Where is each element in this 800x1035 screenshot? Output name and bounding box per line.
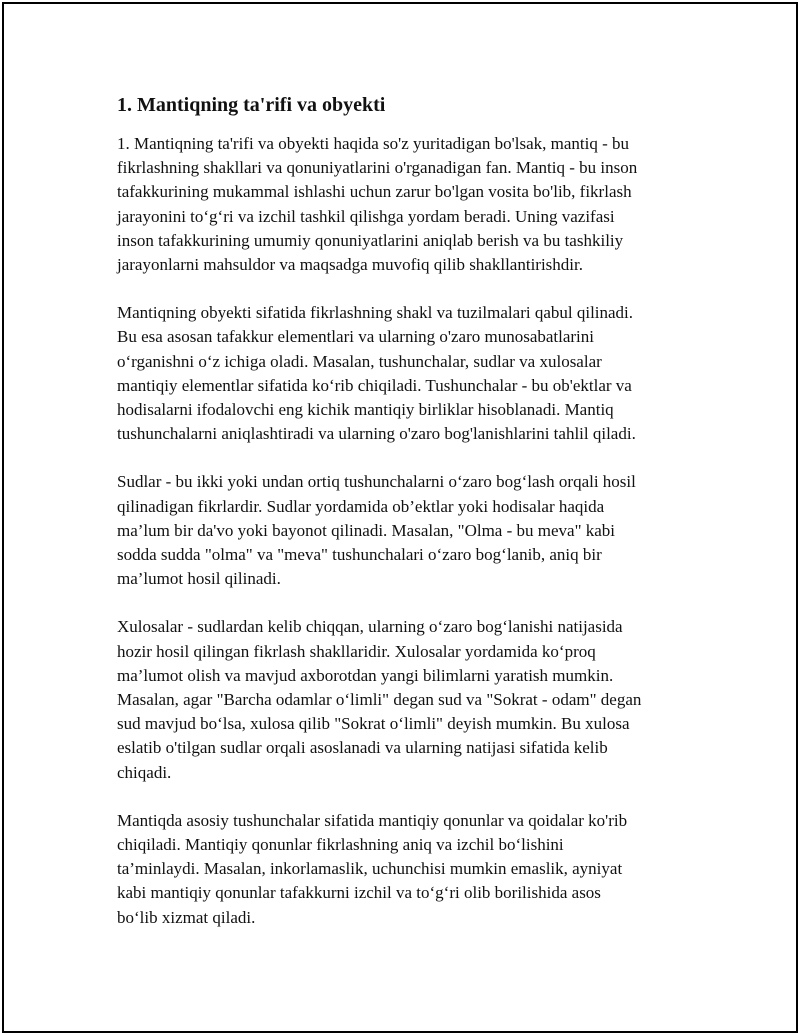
- document-title: 1. Mantiqning ta'rifi va obyekti: [117, 94, 386, 116]
- paragraph-conclusions: Xulosalar - sudlardan kelib chiqqan, ularning o‘zaro bog‘lanishi natijasida hozir hosil qilingan fikrlash shakllaridir. Xulosalar yordamida ko‘proq ma’lumot olish va mavjud axborotdan yangi bilimlarni yaratish mumkin. Masalan, agar "Barcha odamlar o‘limli" degan sud va "Sokrat - odam" degan sud mavjud bo‘lsa, xulosa qilib "Sokrat o‘limli" deyish mumkin. Bu xulosa eslatib o'tilgan sudlar orqali asoslanadi va ularning natijasi sifatida kelib chiqadi.: [117, 617, 642, 782]
- paragraph-object: Mantiqning obyekti sifatida fikrlashning shakl va tuzilmalari qabul qilinadi. Bu esa asosan tafakkur elementlari va ularning o'zaro munosabatlarini o‘rganishni o‘z ichiga oladi. Masalan, tushunchalar, sudlar va xulosalar mantiqiy elementlar sifatida ko‘rib chiqiladi. Tushunchalar - bu ob'ektlar va hodisalarni ifodalovchi eng kichik mantiqiy birliklar hisoblanadi. Mantiq tushunchalarni aniqlashtiradi va ularning o'zaro bog'lanishlarini tahlil qiladi.: [117, 303, 636, 444]
- paragraph-definition: 1. Mantiqning ta'rifi va obyekti haqida so'z yuritadigan bo'lsak, mantiq - bu fikrlashning shakllari va qonuniyatlarini o'rganadigan fan. Mantiq - bu inson tafakkurining mukammal ishlashi uchun zarur bo'lgan vosita bo'lib, fikrlash jarayonini to‘g‘ri va izchil tashkil qilishga yordam beradi. Uning vazifasi inson tafakkurining umumiy qonuniyatlarini aniqlab berish va bu tashkiliy jarayonlarni mahsuldor va maqsadga muvofiq qilib shakllantirishdir.: [117, 134, 638, 275]
- document-body: [117, 92, 697, 954]
- paragraph-laws: Mantiqda asosiy tushunchalar sifatida mantiqiy qonunlar va qoidalar ko'rib chiqiladi. Mantiqiy qonunlar fikrlashning aniq va izchil bo‘lishini ta’minlaydi. Masalan, inkorlamaslik, uchunchisi mumkin emaslik, ayniyat kabi mantiqiy qonunlar tafakkurni izchil va to‘g‘ri olib borilishida asos bo‘lib xizmat qiladi.: [117, 810, 628, 927]
- paragraph-judgments: Sudlar - bu ikki yoki undan ortiq tushunchalarni o‘zaro bog‘lash orqali hosil qilinadigan fikrlardir. Sudlar yordamida ob’ektlar yoki hodisalar haqida ma’lum bir da'vo yoki bayonot qilinadi. Masalan, "Olma - bu meva" kabi sodda sudda "olma" va "meva" tushunchalari o‘zaro bog‘lanib, aniq bir ma’lumot hosil qilinadi.: [117, 472, 636, 589]
